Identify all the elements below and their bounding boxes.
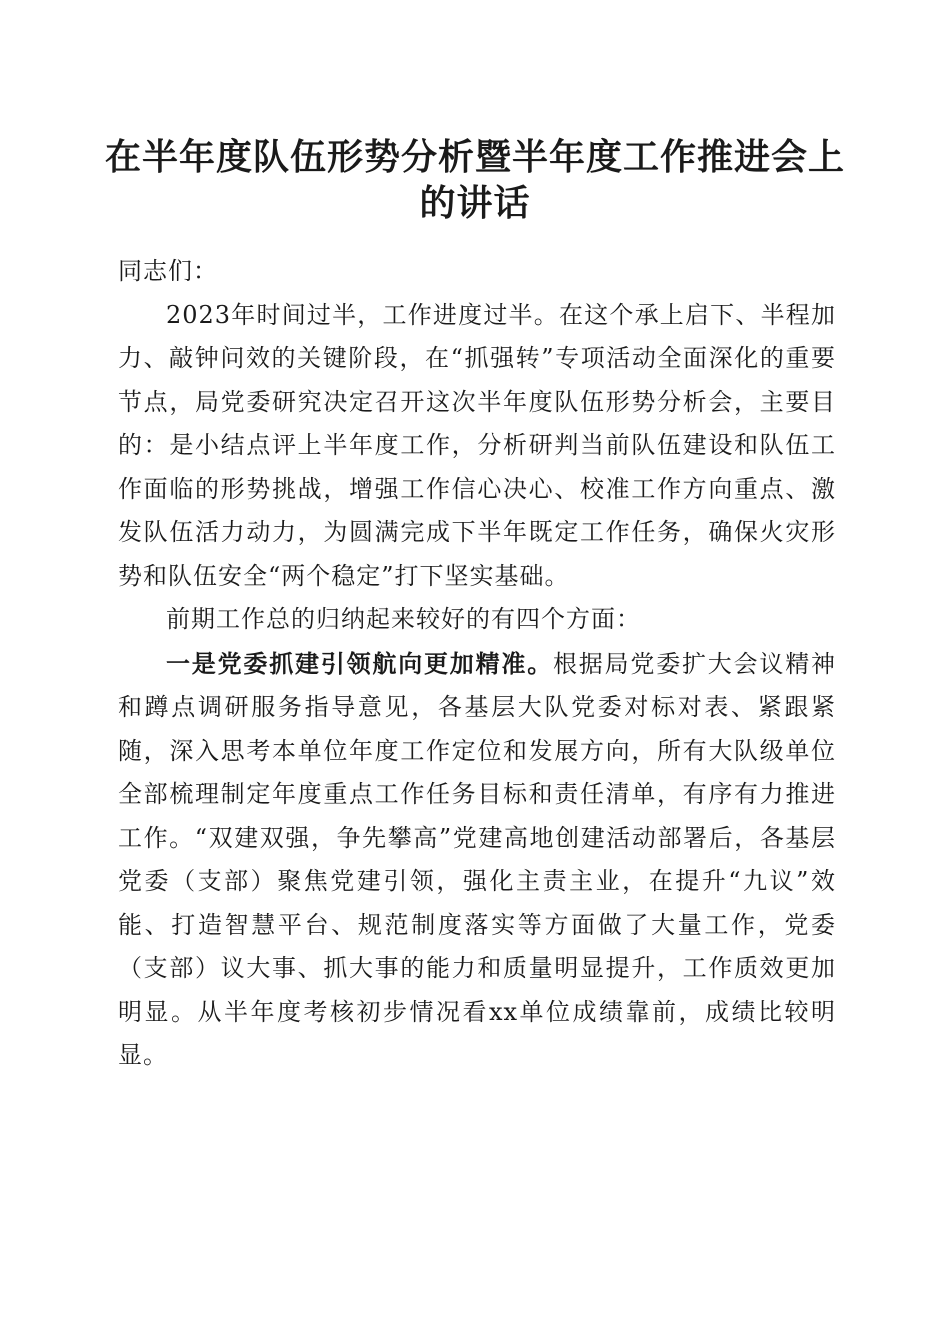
- point-one-text: 根据局党委扩大会议精神和蹲点调研服务指导意见，各基层大队党委对标对表、紧跟紧随，深入思考本单位年度工作定位和发展方向，所有大队级单位全部梳理制定年度重点工作任务目标和责任清单，有序有力推进工作。“双建双强，争先攀高”党建高地创建活动部署后，各基层党委（支部）聚焦党建引领，强化主责主业，在提升“九议”效能、打造智慧平台、规范制度落实等方面做了大量工作，党委（支部）议大事、抓大事的能力和质量明显提升，工作质效更加明显。从半年度考核初步情况看xx单位成绩靠前，成绩比较明显。: [118, 649, 836, 1069]
- paragraph-point-one: [118, 642, 836, 1078]
- salutation: 同志们：: [118, 257, 218, 285]
- document-title: [100, 134, 850, 226]
- paragraph-summary-intro: 前期工作总的归纳起来较好的有四个方面：: [166, 605, 641, 633]
- point-one-lead: 一是党委抓建引领航向更加精准。: [166, 648, 553, 678]
- document-body: [118, 250, 836, 1078]
- title-line-2: 的讲话: [419, 182, 531, 224]
- paragraph-opening: 2023年时间过半，工作进度过半。在这个承上启下、半程加力、敲钟问效的关键阶段，在“抓强转”专项活动全面深化的重要节点，局党委研究决定召开这次半年度队伍形势分析会，主要目的：是小结点评上半年度工作，分析研判当前队伍建设和队伍工作面临的形势挑战，增强工作信心决心、校准工作方向重点、激发队伍活力动力，为圆满完成下半年既定工作任务，确保火灾形势和队伍安全“两个稳定”打下坚实基础。: [118, 300, 836, 590]
- title-line-1: 在半年度队伍形势分析暨半年度工作推进会上: [104, 136, 845, 178]
